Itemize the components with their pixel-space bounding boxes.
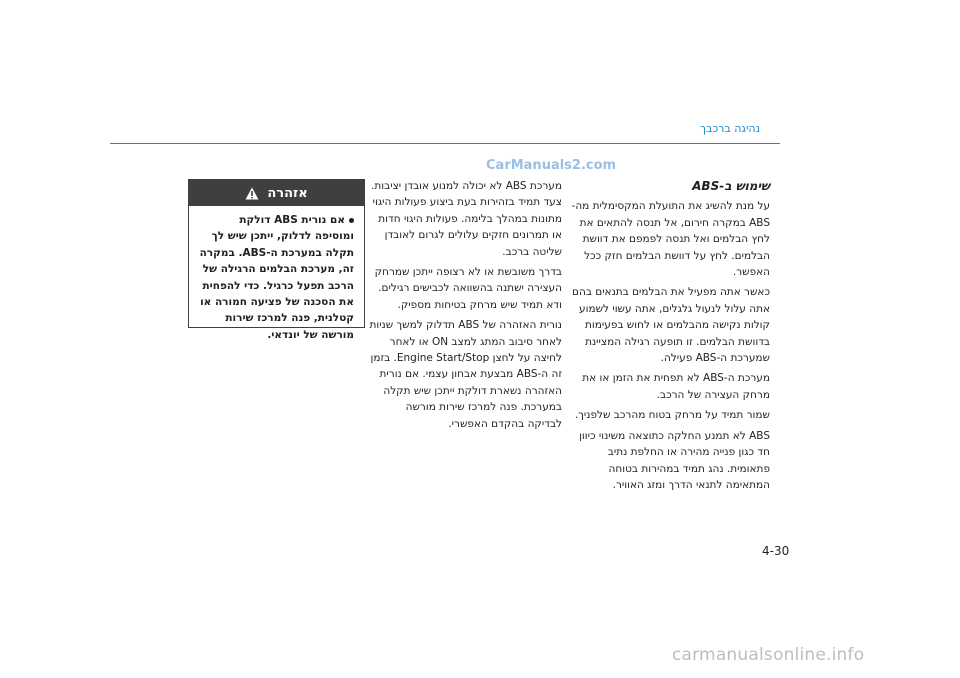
section-heading: שימוש ב-ABS: [692, 179, 770, 193]
paragraph: כאשר אתה מפעיל את הבלמים בתנאים בהם אתה עלול לנעול גלגלים, אתה עשוי לשמוע קולות נקישה מהבלמים או לחוש בפעימות בדוושת הבלמים. זו תופעה רגילה המציינת שמערכת ה-ABS פעילה.: [572, 286, 770, 365]
warning-text: אם נורית ABS דולקת ומוסיפה לדלוק, ייתכן שיש לך תקלה במערכת ה-ABS. במקרה זה, מערכת הבלמים הרגילה של הרכב תפעל כרגיל. כדי להפחית את הסכנה של פציעה חמורה או קטלנית, פנה למרכז שירות מורשה של יונדאי.: [199, 214, 354, 341]
right-column: [570, 178, 770, 497]
page-number: 4-30: [762, 544, 790, 558]
paragraph: בדרך משובשת או לא רצופה ייתכן שמרחק העצירה ישתנה בהשוואה לכבישים רגילים. ודא תמיד שיש מרחק בטיחות מספיק.: [374, 266, 562, 311]
watermark-bottom[interactable]: carmanualsonline.info: [672, 645, 865, 665]
watermark-top[interactable]: CarManuals2.com: [486, 158, 617, 173]
warning-body: [189, 206, 364, 343]
middle-column: [368, 178, 562, 436]
warning-box: [188, 179, 365, 341]
paragraph: ABS לא תמנע החלקה כתוצאה משינוי כיוון חד כגון פנייה מהירה או החלפת נתיב פתאומית. נהג תמיד במהירות בטוחה המתאימה לתנאי הדרך ומזג האוויר.: [579, 429, 770, 491]
header-divider: [110, 143, 780, 144]
bullet-icon: [349, 218, 354, 223]
warning-title: אזהרה: [267, 185, 308, 201]
paragraph: על מנת להשיג את התועלת המקסימלית מה-ABS במקרה חירום, אל תנסה להתאים את לחץ הבלמים ואל תנסה לפמפם את דוושת הבלמים. לחץ על דוושת הבלמים חזק ככל האפשר.: [571, 200, 770, 279]
paragraph: נורית האזהרה של ABS תדלוק למשך שניות לאחר סיבוב המתג למצב ON או לאחר לחיצה על לחצן Engine Start/Stop. בזמן זה ה-ABS מבצעת אבחון עצמי. אם נורית האזהרה נשארת דולקת ייתכן שיש תקלה במערכת. פנה למרכז שירות מורשה לבדיקה בהקדם האפשרי.: [369, 319, 562, 430]
paragraph: מערכת ה-ABS לא תפחית את הזמן או את מרחק העצירה של הרכב.: [582, 372, 770, 401]
warning-triangle-icon: [245, 187, 259, 200]
section-header-title: נהיגה ברכבך: [700, 122, 760, 135]
paragraph: מערכת ABS לא יכולה למנוע אובדן יציבות. צעד תמיד בזהירות בעת ביצוע פעולות היגוי מתונות במהלך בלימה. פעולות היגוי חדות או תמרונים חזקים עלולים לגרום לאובדן שליטה ברכב.: [371, 180, 562, 258]
warning-header: [189, 180, 364, 206]
paragraph: שמור תמיד על מרחק בטוח מהרכב שלפניך.: [574, 409, 770, 422]
